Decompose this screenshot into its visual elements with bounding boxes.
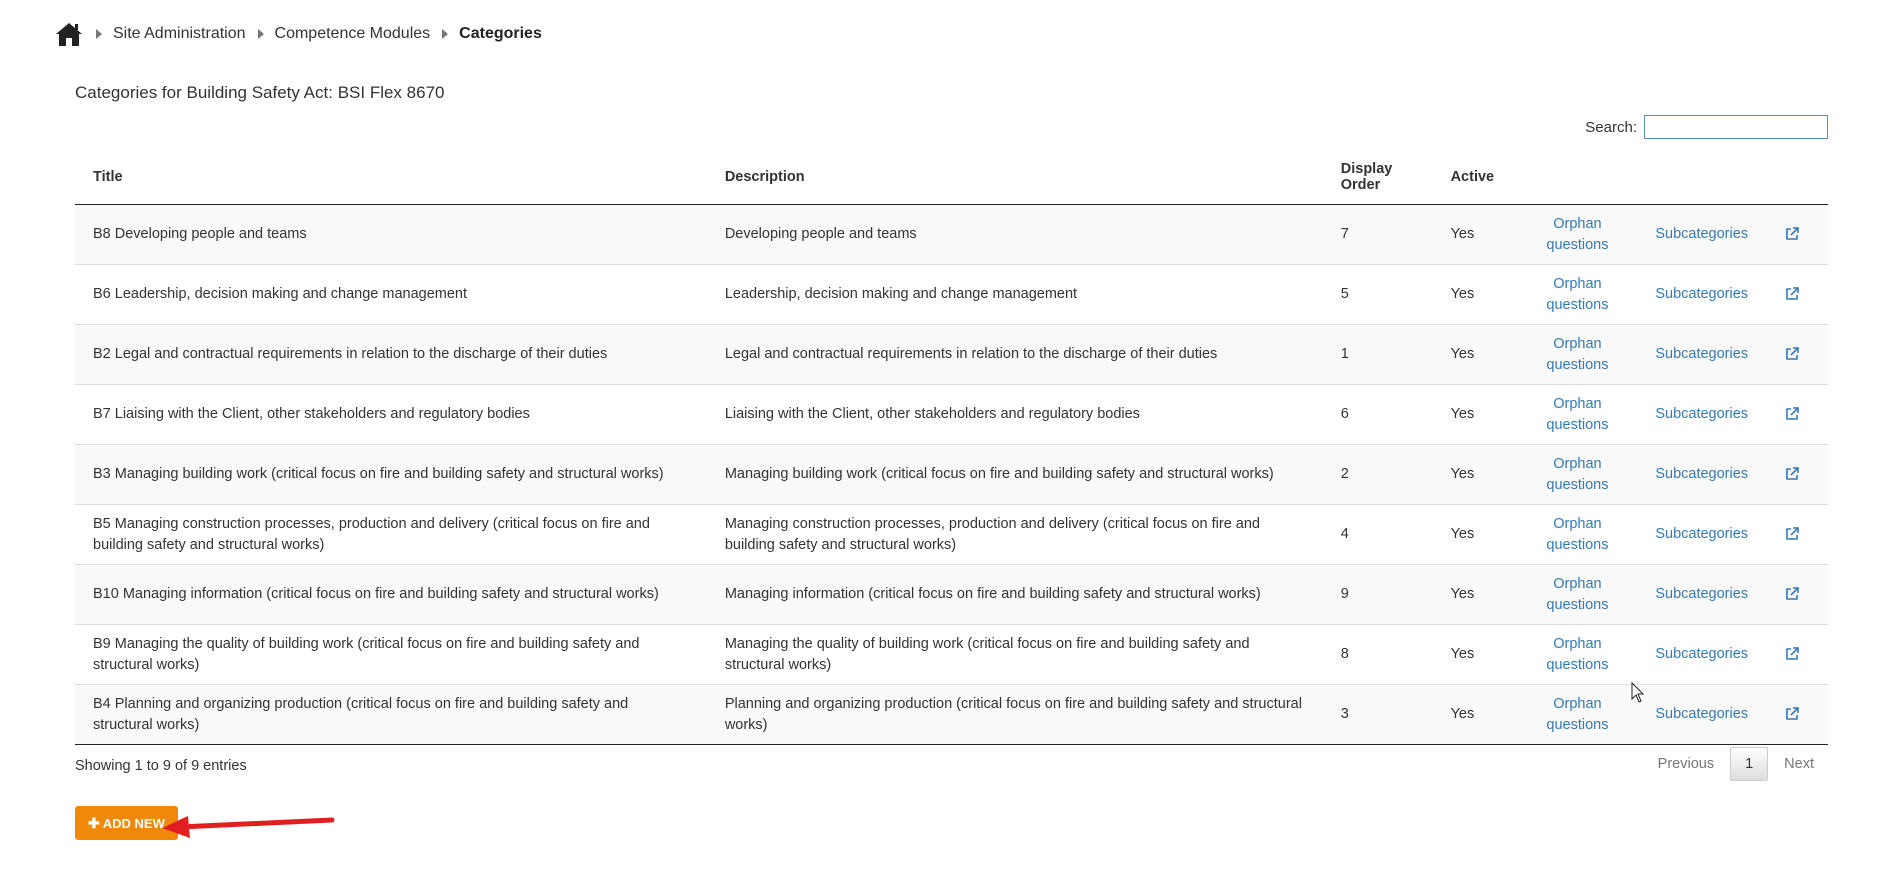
external-link-icon[interactable] bbox=[1784, 526, 1800, 542]
orphan-line1: Orphan bbox=[1553, 395, 1602, 412]
cell-title: B7 Liaising with the Client, other stakeholders and regulatory bodies bbox=[75, 385, 707, 445]
orphan-line2: questions bbox=[1546, 656, 1609, 673]
orphan-line1: Orphan bbox=[1553, 515, 1602, 532]
cell-title: B10 Managing information (critical focus on fire and building safety and structural works) bbox=[75, 565, 707, 625]
cell-subcategories bbox=[1637, 325, 1766, 385]
cell-active: Yes bbox=[1433, 625, 1518, 685]
cell-title: B4 Planning and organizing production (critical focus on fire and building safety and structural works) bbox=[75, 685, 707, 745]
cell-orphan bbox=[1518, 445, 1638, 505]
cell-display-order: 2 bbox=[1323, 445, 1433, 505]
cell-description: Managing building work (critical focus on fire and building safety and structural works) bbox=[707, 445, 1323, 505]
cell-external-link bbox=[1766, 385, 1828, 445]
page-title: Categories for Building Safety Act: BSI Flex 8670 bbox=[75, 83, 445, 102]
table-row bbox=[75, 505, 1828, 565]
external-link-icon[interactable] bbox=[1784, 226, 1800, 242]
orphan-questions-link[interactable] bbox=[1546, 576, 1608, 613]
orphan-line2: questions bbox=[1546, 476, 1609, 493]
orphan-line2: questions bbox=[1546, 536, 1609, 553]
cell-subcategories bbox=[1637, 505, 1766, 565]
page-1-button[interactable]: 1 bbox=[1730, 747, 1768, 781]
external-link-icon[interactable] bbox=[1784, 586, 1800, 602]
orphan-questions-link[interactable] bbox=[1546, 636, 1608, 673]
table-row bbox=[75, 385, 1828, 445]
external-link-icon[interactable] bbox=[1784, 286, 1800, 302]
cell-display-order: 7 bbox=[1323, 205, 1433, 265]
column-header-orphan bbox=[1518, 150, 1638, 205]
search-bar bbox=[1585, 115, 1828, 139]
cell-external-link bbox=[1766, 625, 1828, 685]
cell-orphan bbox=[1518, 325, 1638, 385]
table-header-row bbox=[75, 150, 1828, 205]
cell-subcategories bbox=[1637, 565, 1766, 625]
orphan-line1: Orphan bbox=[1553, 335, 1602, 352]
orphan-questions-link[interactable] bbox=[1546, 336, 1608, 373]
cell-display-order: 9 bbox=[1323, 565, 1433, 625]
cell-description: Managing information (critical focus on fire and building safety and structural works) bbox=[707, 565, 1323, 625]
cell-description: Managing the quality of building work (critical focus on fire and building safety and structural works) bbox=[707, 625, 1323, 685]
add-new-label: ADD NEW bbox=[102, 815, 165, 831]
cell-title: B2 Legal and contractual requirements in relation to the discharge of their duties bbox=[75, 325, 707, 385]
external-link-icon[interactable] bbox=[1784, 646, 1800, 662]
cell-external-link bbox=[1766, 565, 1828, 625]
search-input[interactable] bbox=[1644, 115, 1828, 139]
pagination bbox=[1644, 747, 1828, 781]
orphan-line1: Orphan bbox=[1553, 215, 1602, 232]
cell-title: B5 Managing construction processes, production and delivery (critical focus on fire and building safety and structural works) bbox=[75, 505, 707, 565]
cell-subcategories bbox=[1637, 265, 1766, 325]
categories-table bbox=[75, 150, 1828, 745]
cell-description: Developing people and teams bbox=[707, 205, 1323, 265]
subcategories-link[interactable]: Subcategories bbox=[1655, 226, 1749, 242]
external-link-icon[interactable] bbox=[1784, 346, 1800, 362]
orphan-questions-link[interactable] bbox=[1546, 396, 1608, 433]
breadcrumb-separator-icon bbox=[258, 29, 264, 39]
breadcrumb-separator-icon bbox=[96, 29, 102, 39]
orphan-line2: questions bbox=[1546, 296, 1609, 313]
cell-subcategories bbox=[1637, 625, 1766, 685]
column-header-description[interactable]: Description bbox=[707, 150, 1323, 205]
orphan-line2: questions bbox=[1546, 356, 1609, 373]
column-header-display-order-line2: Order bbox=[1340, 177, 1381, 193]
cell-orphan bbox=[1518, 385, 1638, 445]
subcategories-link[interactable]: Subcategories bbox=[1655, 706, 1749, 722]
cell-display-order: 8 bbox=[1323, 625, 1433, 685]
cell-orphan bbox=[1518, 265, 1638, 325]
cell-external-link bbox=[1766, 445, 1828, 505]
orphan-line2: questions bbox=[1546, 596, 1609, 613]
cell-external-link bbox=[1766, 505, 1828, 565]
cell-active: Yes bbox=[1433, 445, 1518, 505]
cell-active: Yes bbox=[1433, 385, 1518, 445]
cell-orphan bbox=[1518, 685, 1638, 745]
cell-external-link bbox=[1766, 685, 1828, 745]
home-icon[interactable] bbox=[54, 21, 84, 47]
cell-title: B6 Leadership, decision making and change management bbox=[75, 265, 707, 325]
cell-subcategories bbox=[1637, 385, 1766, 445]
column-header-title[interactable]: Title bbox=[75, 150, 707, 205]
orphan-line1: Orphan bbox=[1553, 695, 1602, 712]
cell-display-order: 5 bbox=[1323, 265, 1433, 325]
orphan-questions-link[interactable] bbox=[1546, 456, 1608, 493]
cell-display-order: 6 bbox=[1323, 385, 1433, 445]
cell-subcategories bbox=[1637, 205, 1766, 265]
subcategories-link[interactable]: Subcategories bbox=[1655, 346, 1749, 362]
cell-active: Yes bbox=[1433, 325, 1518, 385]
previous-button[interactable]: Previous bbox=[1657, 756, 1715, 772]
red-arrow-annotation bbox=[160, 805, 335, 843]
table-row bbox=[75, 685, 1828, 745]
orphan-line2: questions bbox=[1546, 416, 1609, 433]
cell-orphan bbox=[1518, 505, 1638, 565]
cell-active: Yes bbox=[1433, 565, 1518, 625]
subcategories-link[interactable]: Subcategories bbox=[1655, 586, 1749, 602]
table-body bbox=[75, 205, 1828, 745]
cell-active: Yes bbox=[1433, 685, 1518, 745]
next-button[interactable]: Next bbox=[1784, 756, 1814, 772]
orphan-questions-link[interactable] bbox=[1546, 216, 1608, 253]
orphan-line1: Orphan bbox=[1553, 455, 1602, 472]
column-header-subcategories bbox=[1637, 150, 1766, 205]
external-link-icon[interactable] bbox=[1784, 466, 1800, 482]
plus-icon: ✚ bbox=[88, 814, 100, 831]
breadcrumb bbox=[54, 16, 542, 52]
orphan-line2: questions bbox=[1546, 716, 1609, 733]
column-header-active[interactable]: Active bbox=[1433, 150, 1518, 205]
orphan-line1: Orphan bbox=[1553, 575, 1602, 592]
orphan-line1: Orphan bbox=[1553, 275, 1602, 292]
subcategories-link[interactable]: Subcategories bbox=[1655, 406, 1749, 422]
cell-orphan bbox=[1518, 205, 1638, 265]
cell-display-order: 4 bbox=[1323, 505, 1433, 565]
cell-subcategories bbox=[1637, 445, 1766, 505]
cell-external-link bbox=[1766, 265, 1828, 325]
cell-title: B3 Managing building work (critical focus on fire and building safety and structural works) bbox=[75, 445, 707, 505]
mouse-cursor-icon bbox=[1631, 682, 1645, 704]
orphan-line1: Orphan bbox=[1553, 635, 1602, 652]
column-header-link bbox=[1766, 150, 1828, 205]
cell-display-order: 1 bbox=[1323, 325, 1433, 385]
table-row bbox=[75, 625, 1828, 685]
cell-orphan bbox=[1518, 625, 1638, 685]
external-link-icon[interactable] bbox=[1784, 406, 1800, 422]
table-info: Showing 1 to 9 of 9 entries bbox=[75, 758, 247, 774]
subcategories-link[interactable]: Subcategories bbox=[1655, 286, 1749, 302]
table-row bbox=[75, 325, 1828, 385]
search-label: Search: bbox=[1585, 118, 1637, 136]
orphan-questions-link[interactable] bbox=[1546, 696, 1608, 733]
cell-description: Managing construction processes, production and delivery (critical focus on fire and building safety and structural works) bbox=[707, 505, 1323, 565]
cell-external-link bbox=[1766, 205, 1828, 265]
subcategories-link[interactable]: Subcategories bbox=[1655, 466, 1749, 482]
cell-description: Leadership, decision making and change management bbox=[707, 265, 1323, 325]
breadcrumb-separator-icon bbox=[442, 29, 448, 39]
subcategories-link[interactable]: Subcategories bbox=[1655, 526, 1749, 542]
table-row bbox=[75, 565, 1828, 625]
cell-active: Yes bbox=[1433, 505, 1518, 565]
breadcrumb-current: Categories bbox=[459, 25, 542, 42]
external-link-icon[interactable] bbox=[1784, 706, 1800, 722]
column-header-display-order[interactable] bbox=[1323, 150, 1433, 205]
cell-description: Planning and organizing production (critical focus on fire and building safety and structural works) bbox=[707, 685, 1323, 745]
cell-title: B8 Developing people and teams bbox=[75, 205, 707, 265]
orphan-questions-link[interactable] bbox=[1546, 276, 1608, 313]
orphan-line2: questions bbox=[1546, 236, 1609, 253]
cell-orphan bbox=[1518, 565, 1638, 625]
cell-subcategories bbox=[1637, 685, 1766, 745]
cell-external-link bbox=[1766, 325, 1828, 385]
table-row bbox=[75, 265, 1828, 325]
subcategories-link[interactable]: Subcategories bbox=[1655, 646, 1749, 662]
breadcrumb-site-administration[interactable]: Site Administration bbox=[113, 25, 246, 42]
table-row bbox=[75, 445, 1828, 505]
orphan-questions-link[interactable] bbox=[1546, 516, 1608, 553]
cell-title: B9 Managing the quality of building work (critical focus on fire and building safety and structural works) bbox=[75, 625, 707, 685]
cell-display-order: 3 bbox=[1323, 685, 1433, 745]
cell-active: Yes bbox=[1433, 205, 1518, 265]
column-header-display-order-line1: Display bbox=[1340, 161, 1393, 177]
breadcrumb-competence-modules[interactable]: Competence Modules bbox=[274, 25, 431, 42]
cell-description: Legal and contractual requirements in relation to the discharge of their duties bbox=[707, 325, 1323, 385]
cell-active: Yes bbox=[1433, 265, 1518, 325]
cell-description: Liaising with the Client, other stakeholders and regulatory bodies bbox=[707, 385, 1323, 445]
table-row bbox=[75, 205, 1828, 265]
